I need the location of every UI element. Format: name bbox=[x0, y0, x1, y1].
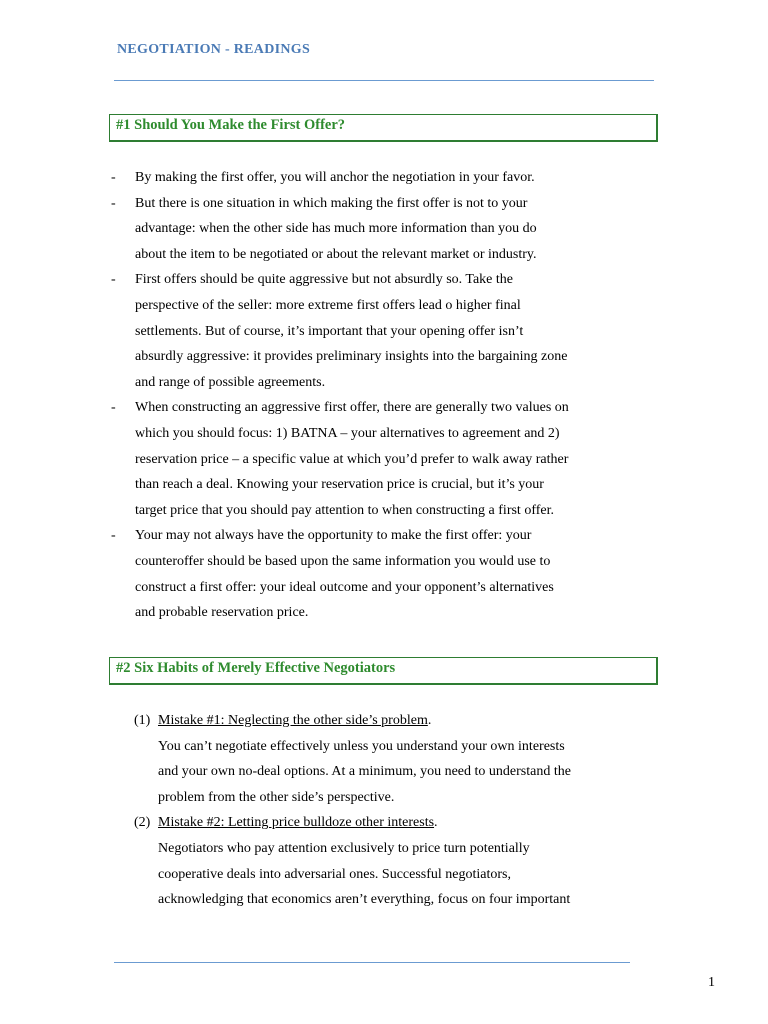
bullet-line: settlements. But of course, it’s important that your opening offer isn’t bbox=[135, 323, 524, 339]
item-heading: Mistake #2: Letting price bulldoze other interests bbox=[158, 815, 435, 831]
bullet-dash: - bbox=[111, 528, 116, 544]
bullet-line: First offers should be quite aggressive but not absurdly so. Take the bbox=[135, 272, 513, 288]
section-1-heading-box bbox=[109, 114, 658, 142]
header-rule bbox=[114, 80, 654, 81]
item-number: (1) bbox=[134, 713, 151, 728]
item-body-line: problem from the other side’s perspective. bbox=[158, 789, 395, 805]
bullet-item bbox=[111, 395, 671, 523]
item-heading-line bbox=[134, 708, 664, 734]
bullet-line: which you should focus: 1) BATNA – your alternatives to agreement and 2) bbox=[135, 425, 560, 441]
numbered-item bbox=[134, 810, 664, 912]
section-2-numbered-list bbox=[134, 708, 664, 913]
bullet-line: perspective of the seller: more extreme first offers lead o higher final bbox=[135, 297, 521, 313]
bullet-line: absurdly aggressive: it provides preliminary insights into the bargaining zone bbox=[135, 349, 568, 365]
item-number: (2) bbox=[134, 815, 151, 831]
bullet-item bbox=[111, 523, 671, 625]
bullet-dash: - bbox=[111, 272, 116, 288]
item-heading-line bbox=[134, 810, 664, 836]
item-heading-suffix: . bbox=[427, 713, 432, 728]
item-body-line: cooperative deals into adversarial ones. Successful negotiators, bbox=[158, 866, 511, 882]
section-1-title: #1 Should You Make the First Offer? bbox=[116, 117, 346, 133]
bullet-dash: - bbox=[111, 400, 116, 416]
section-1-bullet-list bbox=[111, 165, 671, 626]
bullet-dash: - bbox=[111, 170, 116, 185]
section-2-title: #2 Six Habits of Merely Effective Negotiators bbox=[116, 660, 396, 676]
bullet-item bbox=[111, 165, 671, 191]
bullet-line: By making the first offer, you will anchor the negotiation in your favor. bbox=[135, 170, 535, 185]
footer-rule bbox=[114, 962, 630, 963]
bullet-line: and range of possible agreements. bbox=[135, 374, 326, 390]
item-body-line: Negotiators who pay attention exclusively to price turn potentially bbox=[158, 840, 530, 856]
bullet-line: counteroffer should be based upon the same information you would use to bbox=[135, 553, 551, 569]
item-heading: Mistake #1: Neglecting the other side’s problem bbox=[158, 713, 428, 728]
item-heading-suffix: . bbox=[434, 815, 438, 831]
page-number: 1 bbox=[708, 975, 715, 990]
bullet-line: reservation price – a specific value at which you’d prefer to walk away rather bbox=[135, 451, 569, 467]
bullet-item bbox=[111, 267, 671, 395]
bullet-line: But there is one situation in which making the first offer is not to your bbox=[135, 195, 528, 211]
item-body-line: You can’t negotiate effectively unless you understand your own interests bbox=[158, 738, 565, 754]
bullet-line: construct a first offer: your ideal outcome and your opponent’s alternatives bbox=[135, 579, 554, 595]
item-body-line: and your own no-deal options. At a minimum, you need to understand the bbox=[158, 764, 571, 780]
bullet-line: target price that you should pay attention to when constructing a first offer. bbox=[135, 502, 554, 518]
bullet-dash: - bbox=[111, 195, 116, 211]
section-2-heading-box bbox=[109, 657, 658, 685]
bullet-item bbox=[111, 191, 671, 268]
item-body-line: acknowledging that economics aren’t everything, focus on four important bbox=[158, 892, 571, 908]
running-header: NEGOTIATION - READINGS bbox=[117, 42, 311, 57]
bullet-line: When constructing an aggressive first offer, there are generally two values on bbox=[135, 400, 569, 416]
numbered-item bbox=[134, 708, 664, 810]
bullet-line: about the item to be negotiated or about the relevant market or industry. bbox=[135, 246, 537, 262]
bullet-line: Your may not always have the opportunity to make the first offer: your bbox=[135, 528, 532, 544]
bullet-line: advantage: when the other side has much more information than you do bbox=[135, 221, 537, 237]
bullet-line: and probable reservation price. bbox=[135, 605, 309, 621]
bullet-line: than reach a deal. Knowing your reservation price is crucial, but it’s your bbox=[135, 477, 544, 493]
